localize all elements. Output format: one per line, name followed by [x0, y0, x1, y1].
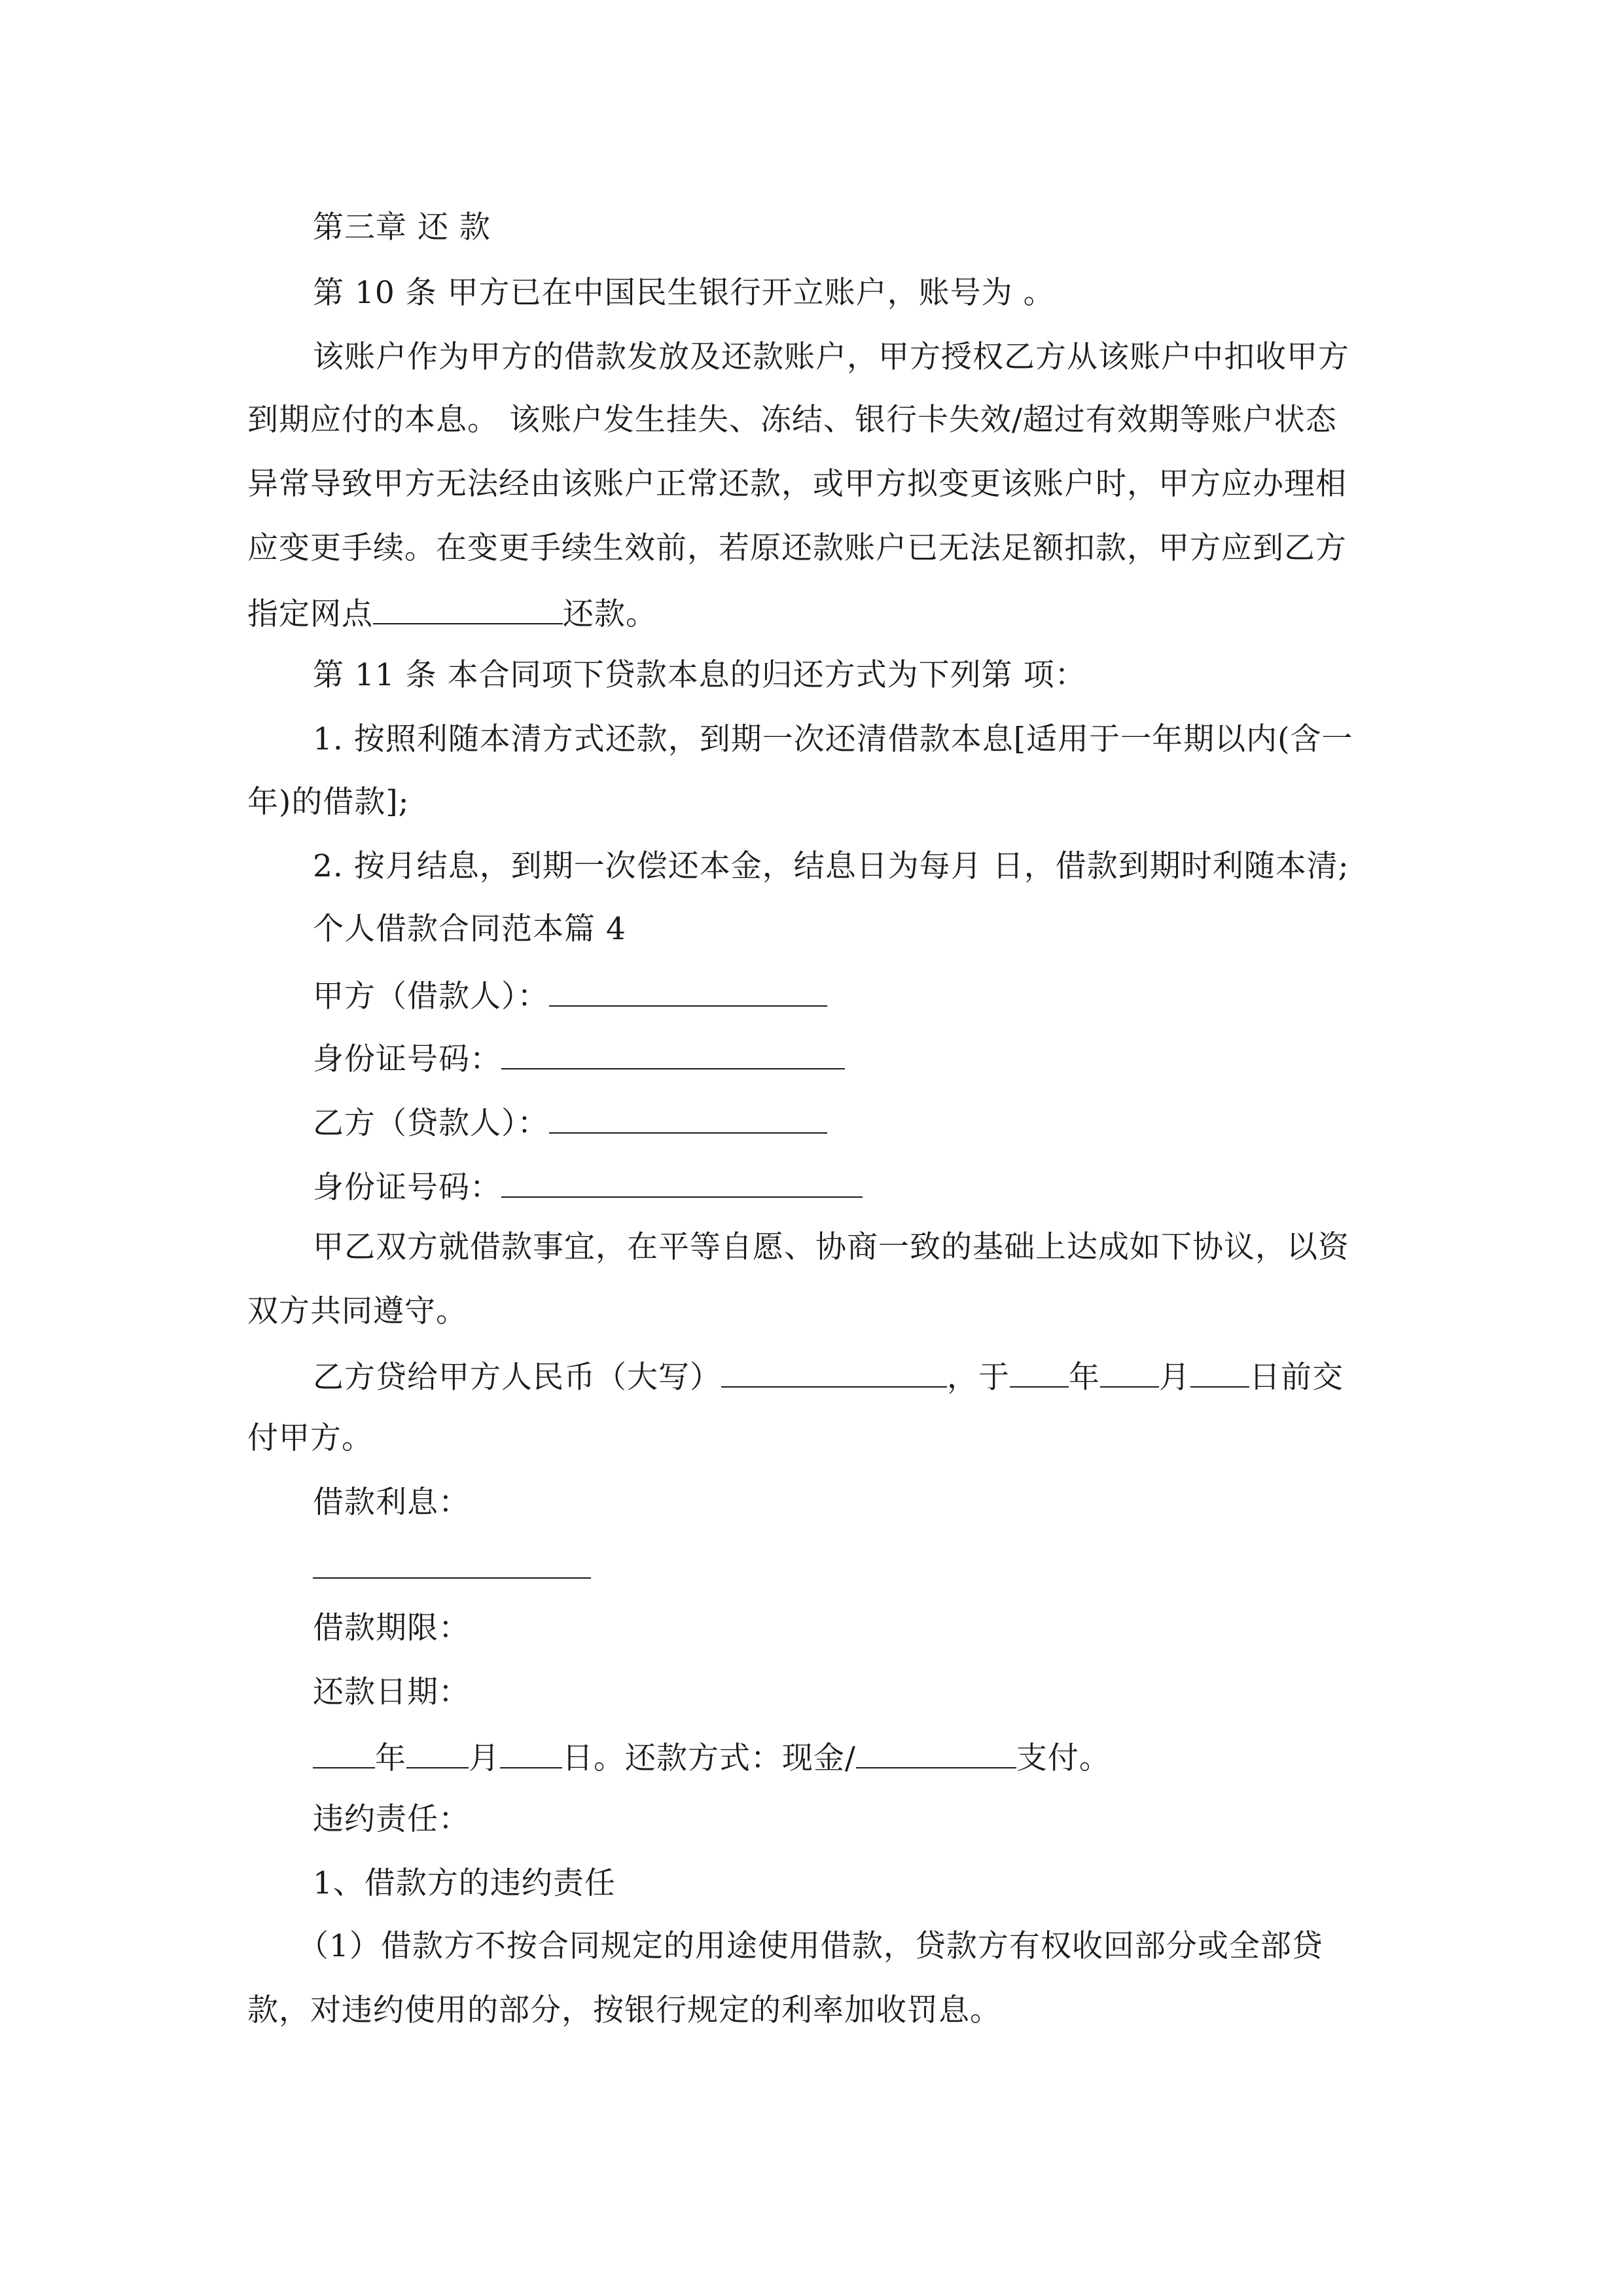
id-number-field — [313, 1165, 863, 1204]
line-text: 年 — [1069, 1359, 1100, 1395]
field-label: 身份证号码： — [313, 1170, 501, 1206]
line-text: 日。还款方式：现金/ — [562, 1740, 856, 1776]
paragraph-line: 付甲方。 — [247, 1420, 373, 1456]
line-text: 乙方贷给甲方人民币（大写） — [313, 1359, 721, 1395]
fill-blank — [1010, 1355, 1069, 1388]
line-text: ，于 — [947, 1359, 1010, 1395]
party-a-field — [313, 974, 827, 1013]
fill-blank — [1190, 1355, 1249, 1388]
list-item: 1. 按照利随本清方式还款，到期一次还清借款本息[适用于一年期以内(含一 — [313, 721, 1353, 757]
article-10: 第 10 条 甲方已在中国民生银行开立账户，账号为 。 — [313, 275, 1055, 311]
list-item-continuation: 年)的借款]; — [247, 784, 410, 820]
interest-label: 借款利息： — [313, 1484, 470, 1520]
line-text: 月 — [1159, 1359, 1190, 1395]
fill-blank — [856, 1736, 1016, 1768]
paragraph-line: 应变更手续。在变更手续生效前，若原还款账户已无法足额扣款，甲方应到乙方 — [247, 530, 1347, 566]
line-text: 年 — [375, 1740, 406, 1776]
fill-blank — [1100, 1355, 1159, 1388]
fill-blank — [313, 1736, 375, 1768]
paragraph-line: （1）借款方不按合同规定的用途使用借款，贷款方有权收回部分或全部贷 — [298, 1928, 1323, 1964]
fill-blank — [373, 592, 563, 624]
line-text: 还款。 — [563, 596, 657, 632]
term-label: 借款期限： — [313, 1610, 470, 1646]
fill-blank — [549, 1101, 827, 1134]
fill-blank — [501, 1037, 845, 1069]
paragraph-line: 双方共同遵守。 — [247, 1293, 467, 1329]
paragraph-line: 甲乙双方就借款事宜，在平等自愿、协商一致的基础上达成如下协议，以资 — [313, 1229, 1349, 1265]
repayment-date-line — [313, 1736, 1111, 1775]
line-text: 日前交 — [1249, 1359, 1344, 1395]
fill-blank — [501, 1165, 863, 1198]
field-label: 身份证号码： — [313, 1041, 501, 1077]
party-b-field — [313, 1101, 827, 1140]
line-text: 指定网点 — [247, 596, 373, 632]
section-title: 个人借款合同范本篇 4 — [313, 911, 626, 947]
fill-blank — [313, 1577, 591, 1579]
breach-subheading: 1、借款方的违约责任 — [313, 1865, 616, 1901]
breach-heading: 违约责任： — [313, 1801, 470, 1837]
article-11: 第 11 条 本合同项下贷款本息的归还方式为下列第 项： — [313, 657, 1086, 693]
paragraph-line: 该账户作为甲方的借款发放及还款账户，甲方授权乙方从该账户中扣收甲方 — [313, 339, 1349, 375]
fill-blank — [500, 1736, 562, 1768]
repayment-date-label: 还款日期： — [313, 1674, 470, 1710]
fill-blank — [721, 1355, 947, 1388]
paragraph-line: 到期应付的本息。 该账户发生挂失、冻结、银行卡失效/超过有效期等账户状态 — [247, 402, 1337, 438]
line-text: 月 — [469, 1740, 500, 1776]
paragraph-line: 异常导致甲方无法经由该账户正常还款，或甲方拟变更该账户时，甲方应办理相 — [247, 466, 1347, 502]
line-text: 支付。 — [1016, 1740, 1111, 1776]
paragraph-line: 款，对违约使用的部分，按银行规定的利率加收罚息。 — [247, 1992, 1001, 2028]
field-label: 乙方（贷款人）： — [313, 1105, 549, 1141]
loan-amount-line — [313, 1355, 1344, 1394]
paragraph-line — [247, 592, 657, 631]
chapter-heading: 第三章 还 款 — [313, 209, 491, 245]
id-number-field — [313, 1037, 845, 1076]
fill-blank — [406, 1736, 469, 1768]
field-label: 甲方（借款人）： — [313, 978, 549, 1014]
list-item: 2. 按月结息，到期一次偿还本金，结息日为每月 日，借款到期时利随本清; — [313, 848, 1349, 884]
fill-blank — [549, 974, 827, 1007]
